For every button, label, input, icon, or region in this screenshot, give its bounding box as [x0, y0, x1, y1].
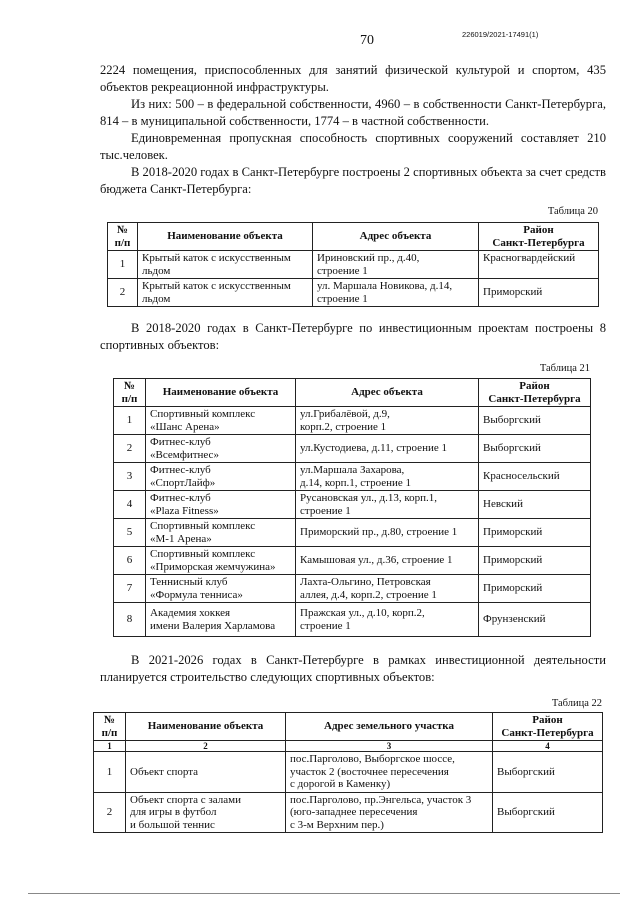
table20-header-address: Адрес объекта — [313, 223, 479, 251]
table20-header-name: Наименование объекта — [138, 223, 313, 251]
table22-row-2 — [94, 792, 603, 833]
table20-cell-num: 2 — [108, 279, 138, 307]
table21-cell-district: Приморский — [479, 547, 591, 575]
table22-cell-name: Объект спорта — [126, 752, 286, 793]
table20-header-num: № п/п — [108, 223, 138, 251]
table21-row-2 — [114, 435, 591, 463]
paragraph-planned: В 2021-2026 годах в Санкт-Петербурге в рамках инвестиционной деятельности планируется строительство следующих спортивных объектов: — [100, 653, 606, 684]
paragraph-facilities: 2224 помещения, приспособленных для занятий физической культурой и спортом, 435 объектов рекреационной инфраструктуры. — [100, 63, 606, 94]
table20-cell-name: Крытый каток с искусственным льдом — [138, 279, 313, 307]
table21-cell-num: 8 — [114, 603, 146, 637]
table21-cell-name: Спортивный комплекс «М-1 Арена» — [146, 519, 296, 547]
table21-cell-num: 4 — [114, 491, 146, 519]
table21-row-7 — [114, 575, 591, 603]
table22-cell-address: пос.Парголово, Выборгское шоссе, участок 2 (восточнее пересечения с дорогой в Каменку) — [286, 752, 493, 793]
table21-cell-num: 2 — [114, 435, 146, 463]
table22-caption: Таблица 22 — [551, 698, 602, 709]
table22-header-row — [94, 713, 603, 741]
table21-cell-num: 3 — [114, 463, 146, 491]
paragraph-built-budget: В 2018-2020 годах в Санкт-Петербурге построены 2 спортивных объекта за счет средств бюджета Санкт-Петербурга: — [100, 165, 606, 196]
table21-header-address: Адрес объекта — [296, 379, 479, 407]
table21-cell-address: Камышовая ул., д.36, строение 1 — [296, 547, 479, 575]
table22-row-1 — [94, 752, 603, 793]
table21-header-name: Наименование объекта — [146, 379, 296, 407]
paragraph-ownership: Из них: 500 – в федеральной собственности, 4960 – в собственности Санкт-Петербурга, 814 – в муниципальной собственности, 1774 – в частной собственности. — [100, 97, 606, 128]
page-number: 70 — [360, 33, 374, 48]
table22-cell-address: пос.Парголово, пр.Энгельса, участок 3 (юго-западнее пересечения с 3-м Верхним пер.) — [286, 792, 493, 833]
table20-row-1 — [108, 251, 599, 279]
table21-cell-district: Выборгский — [479, 407, 591, 435]
table22-column-number-row — [94, 741, 603, 752]
table22-header-name: Наименование объекта — [126, 713, 286, 741]
registration-number: 226019/2021-17491(1) — [462, 30, 539, 39]
paragraph-built-investment: В 2018-2020 годах в Санкт-Петербурге по инвестиционным проектам построены 8 спортивных объектов: — [100, 321, 606, 352]
table22-cell-num: 2 — [94, 792, 126, 833]
table21-row-5 — [114, 519, 591, 547]
table22-colnum: 2 — [126, 741, 286, 752]
table22-header-address: Адрес земельного участка — [286, 713, 493, 741]
table21-row-4 — [114, 491, 591, 519]
table21-cell-address: ул.Маршала Захарова, д.14, корп.1, строение 1 — [296, 463, 479, 491]
table20-cell-name: Крытый каток с искусственным льдом — [138, 251, 313, 279]
paragraph-capacity: Единовременная пропускная способность спортивных сооружений составляет 210 тыс.человек. — [100, 131, 606, 162]
table21-row-3 — [114, 463, 591, 491]
table22-header-district: Район Санкт-Петербурга — [493, 713, 603, 741]
table21-row-6 — [114, 547, 591, 575]
table21-cell-name: Академия хоккея имени Валерия Харламова — [146, 603, 296, 637]
table22-colnum: 1 — [94, 741, 126, 752]
table21-row-1 — [114, 407, 591, 435]
table22-cell-district: Выборгский — [493, 792, 603, 833]
table21-row-8 — [114, 603, 591, 637]
table22-cell-district: Выборгский — [493, 752, 603, 793]
table21-header-num: № п/п — [114, 379, 146, 407]
table20-header-row — [108, 223, 599, 251]
table20-cell-district: Приморский — [479, 279, 599, 307]
table21-cell-district: Фрунзенский — [479, 603, 591, 637]
table21-header-district: Район Санкт-Петербурга — [479, 379, 591, 407]
table22-cell-num: 1 — [94, 752, 126, 793]
table22-colnum: 3 — [286, 741, 493, 752]
table-21 — [113, 378, 591, 637]
table20-header-district: Район Санкт-Петербурга — [479, 223, 599, 251]
table20-caption: Таблица 20 — [547, 206, 598, 217]
table21-cell-address: Приморский пр., д.80, строение 1 — [296, 519, 479, 547]
table21-cell-num: 6 — [114, 547, 146, 575]
table22-cell-name: Объект спорта с залами для игры в футбол и большой теннис — [126, 792, 286, 833]
table20-cell-address: Ириновский пр., д.40, строение 1 — [313, 251, 479, 279]
table21-caption: Таблица 21 — [539, 363, 590, 374]
table21-header-row — [114, 379, 591, 407]
table20-row-2 — [108, 279, 599, 307]
table21-cell-name: Фитнес-клуб «Plaza Fitness» — [146, 491, 296, 519]
table-22 — [93, 712, 603, 833]
table21-cell-num: 5 — [114, 519, 146, 547]
scan-edge-line — [28, 893, 620, 894]
table21-cell-district: Невский — [479, 491, 591, 519]
table21-cell-name: Фитнес-клуб «Всемфитнес» — [146, 435, 296, 463]
table21-cell-name: Теннисный клуб «Формула тенниса» — [146, 575, 296, 603]
table21-cell-address: Русановская ул., д.13, корп.1, строение 1 — [296, 491, 479, 519]
table21-cell-address: Пражская ул., д.10, корп.2, строение 1 — [296, 603, 479, 637]
table21-cell-name: Спортивный комплекс «Приморская жемчужина» — [146, 547, 296, 575]
table-20 — [107, 222, 599, 307]
table20-cell-address: ул. Маршала Новикова, д.14, строение 1 — [313, 279, 479, 307]
table21-cell-num: 7 — [114, 575, 146, 603]
table21-cell-district: Приморский — [479, 519, 591, 547]
table21-cell-address: Лахта-Ольгино, Петровская аллея, д.4, корп.2, строение 1 — [296, 575, 479, 603]
table20-cell-num: 1 — [108, 251, 138, 279]
table21-cell-name: Фитнес-клуб «СпортЛайф» — [146, 463, 296, 491]
table21-cell-address: ул.Кустодиева, д.11, строение 1 — [296, 435, 479, 463]
table21-cell-district: Красносельский — [479, 463, 591, 491]
table21-cell-district: Приморский — [479, 575, 591, 603]
table21-cell-address: ул.Грибалёвой, д.9, корп.2, строение 1 — [296, 407, 479, 435]
table22-colnum: 4 — [493, 741, 603, 752]
table21-cell-district: Выборгский — [479, 435, 591, 463]
table20-cell-district: Красногвардейский — [479, 251, 599, 279]
table21-cell-num: 1 — [114, 407, 146, 435]
table22-header-num: № п/п — [94, 713, 126, 741]
table21-cell-name: Спортивный комплекс «Шанс Арена» — [146, 407, 296, 435]
